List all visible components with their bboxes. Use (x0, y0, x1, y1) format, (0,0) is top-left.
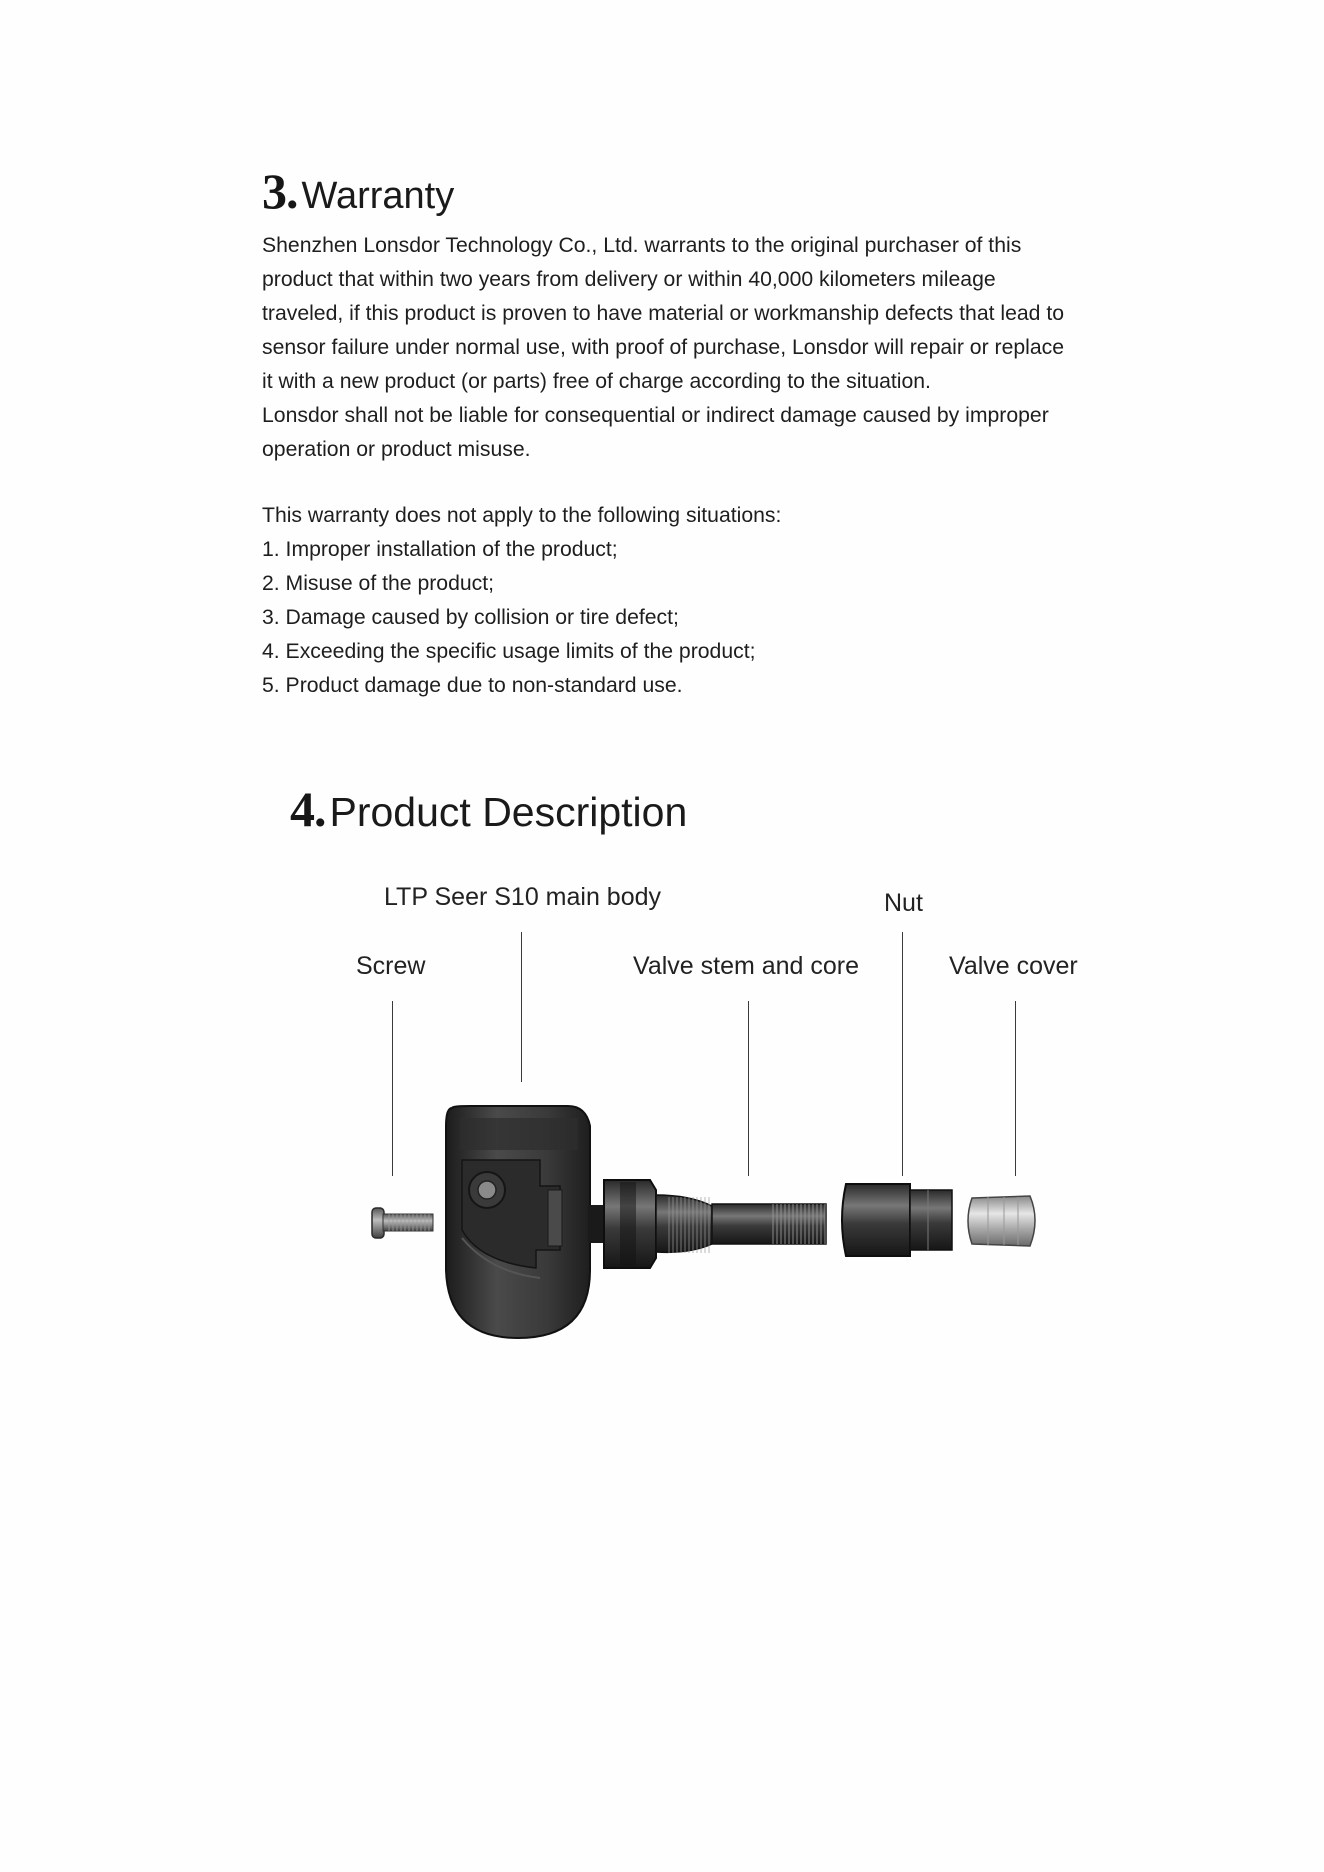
exclusion-item: 5. Product damage due to non-standard use. (262, 674, 683, 697)
section-number: 3. (262, 163, 298, 219)
nut-part (842, 1184, 952, 1256)
valve-cover-part (968, 1196, 1035, 1246)
main-body-part (446, 1106, 590, 1338)
paragraph-line: it with a new product (or parts) free of charge according to the situation. (262, 370, 931, 393)
valve-stem-part (588, 1180, 826, 1268)
exclusion-item: 4. Exceeding the specific usage limits of the product; (262, 640, 756, 663)
label-nut: Nut (884, 889, 923, 917)
label-main-body: LTP Seer S10 main body (384, 883, 662, 911)
paragraph-line: Shenzhen Lonsdor Technology Co., Ltd. warrants to the original purchaser of this (262, 234, 1022, 257)
paragraph-line: Lonsdor shall not be liable for consequential or indirect damage caused by improper (262, 404, 1049, 427)
section-number: 4. (290, 781, 326, 837)
label-screw: Screw (356, 952, 426, 980)
label-valve-cover: Valve cover (949, 952, 1078, 980)
exclusion-item: 3. Damage caused by collision or tire defect; (262, 606, 679, 629)
screw-part (372, 1208, 433, 1238)
paragraph-line: product that within two years from delivery or within 40,000 kilometers mileage (262, 268, 996, 291)
paragraph-line: operation or product misuse. (262, 438, 531, 461)
label-valve-stem: Valve stem and core (633, 952, 860, 980)
paragraph-line: sensor failure under normal use, with proof of purchase, Lonsdor will repair or replace (262, 336, 1065, 359)
exclusions-intro: This warranty does not apply to the following situations: (262, 504, 782, 527)
paragraph-line: traveled, if this product is proven to have material or workmanship defects that lead to (262, 302, 1065, 325)
exclusion-item: 1. Improper installation of the product; (262, 538, 618, 561)
exclusion-item: 2. Misuse of the product; (262, 572, 495, 595)
section-title: Product Description (329, 789, 688, 835)
section-title: Warranty (301, 175, 455, 217)
